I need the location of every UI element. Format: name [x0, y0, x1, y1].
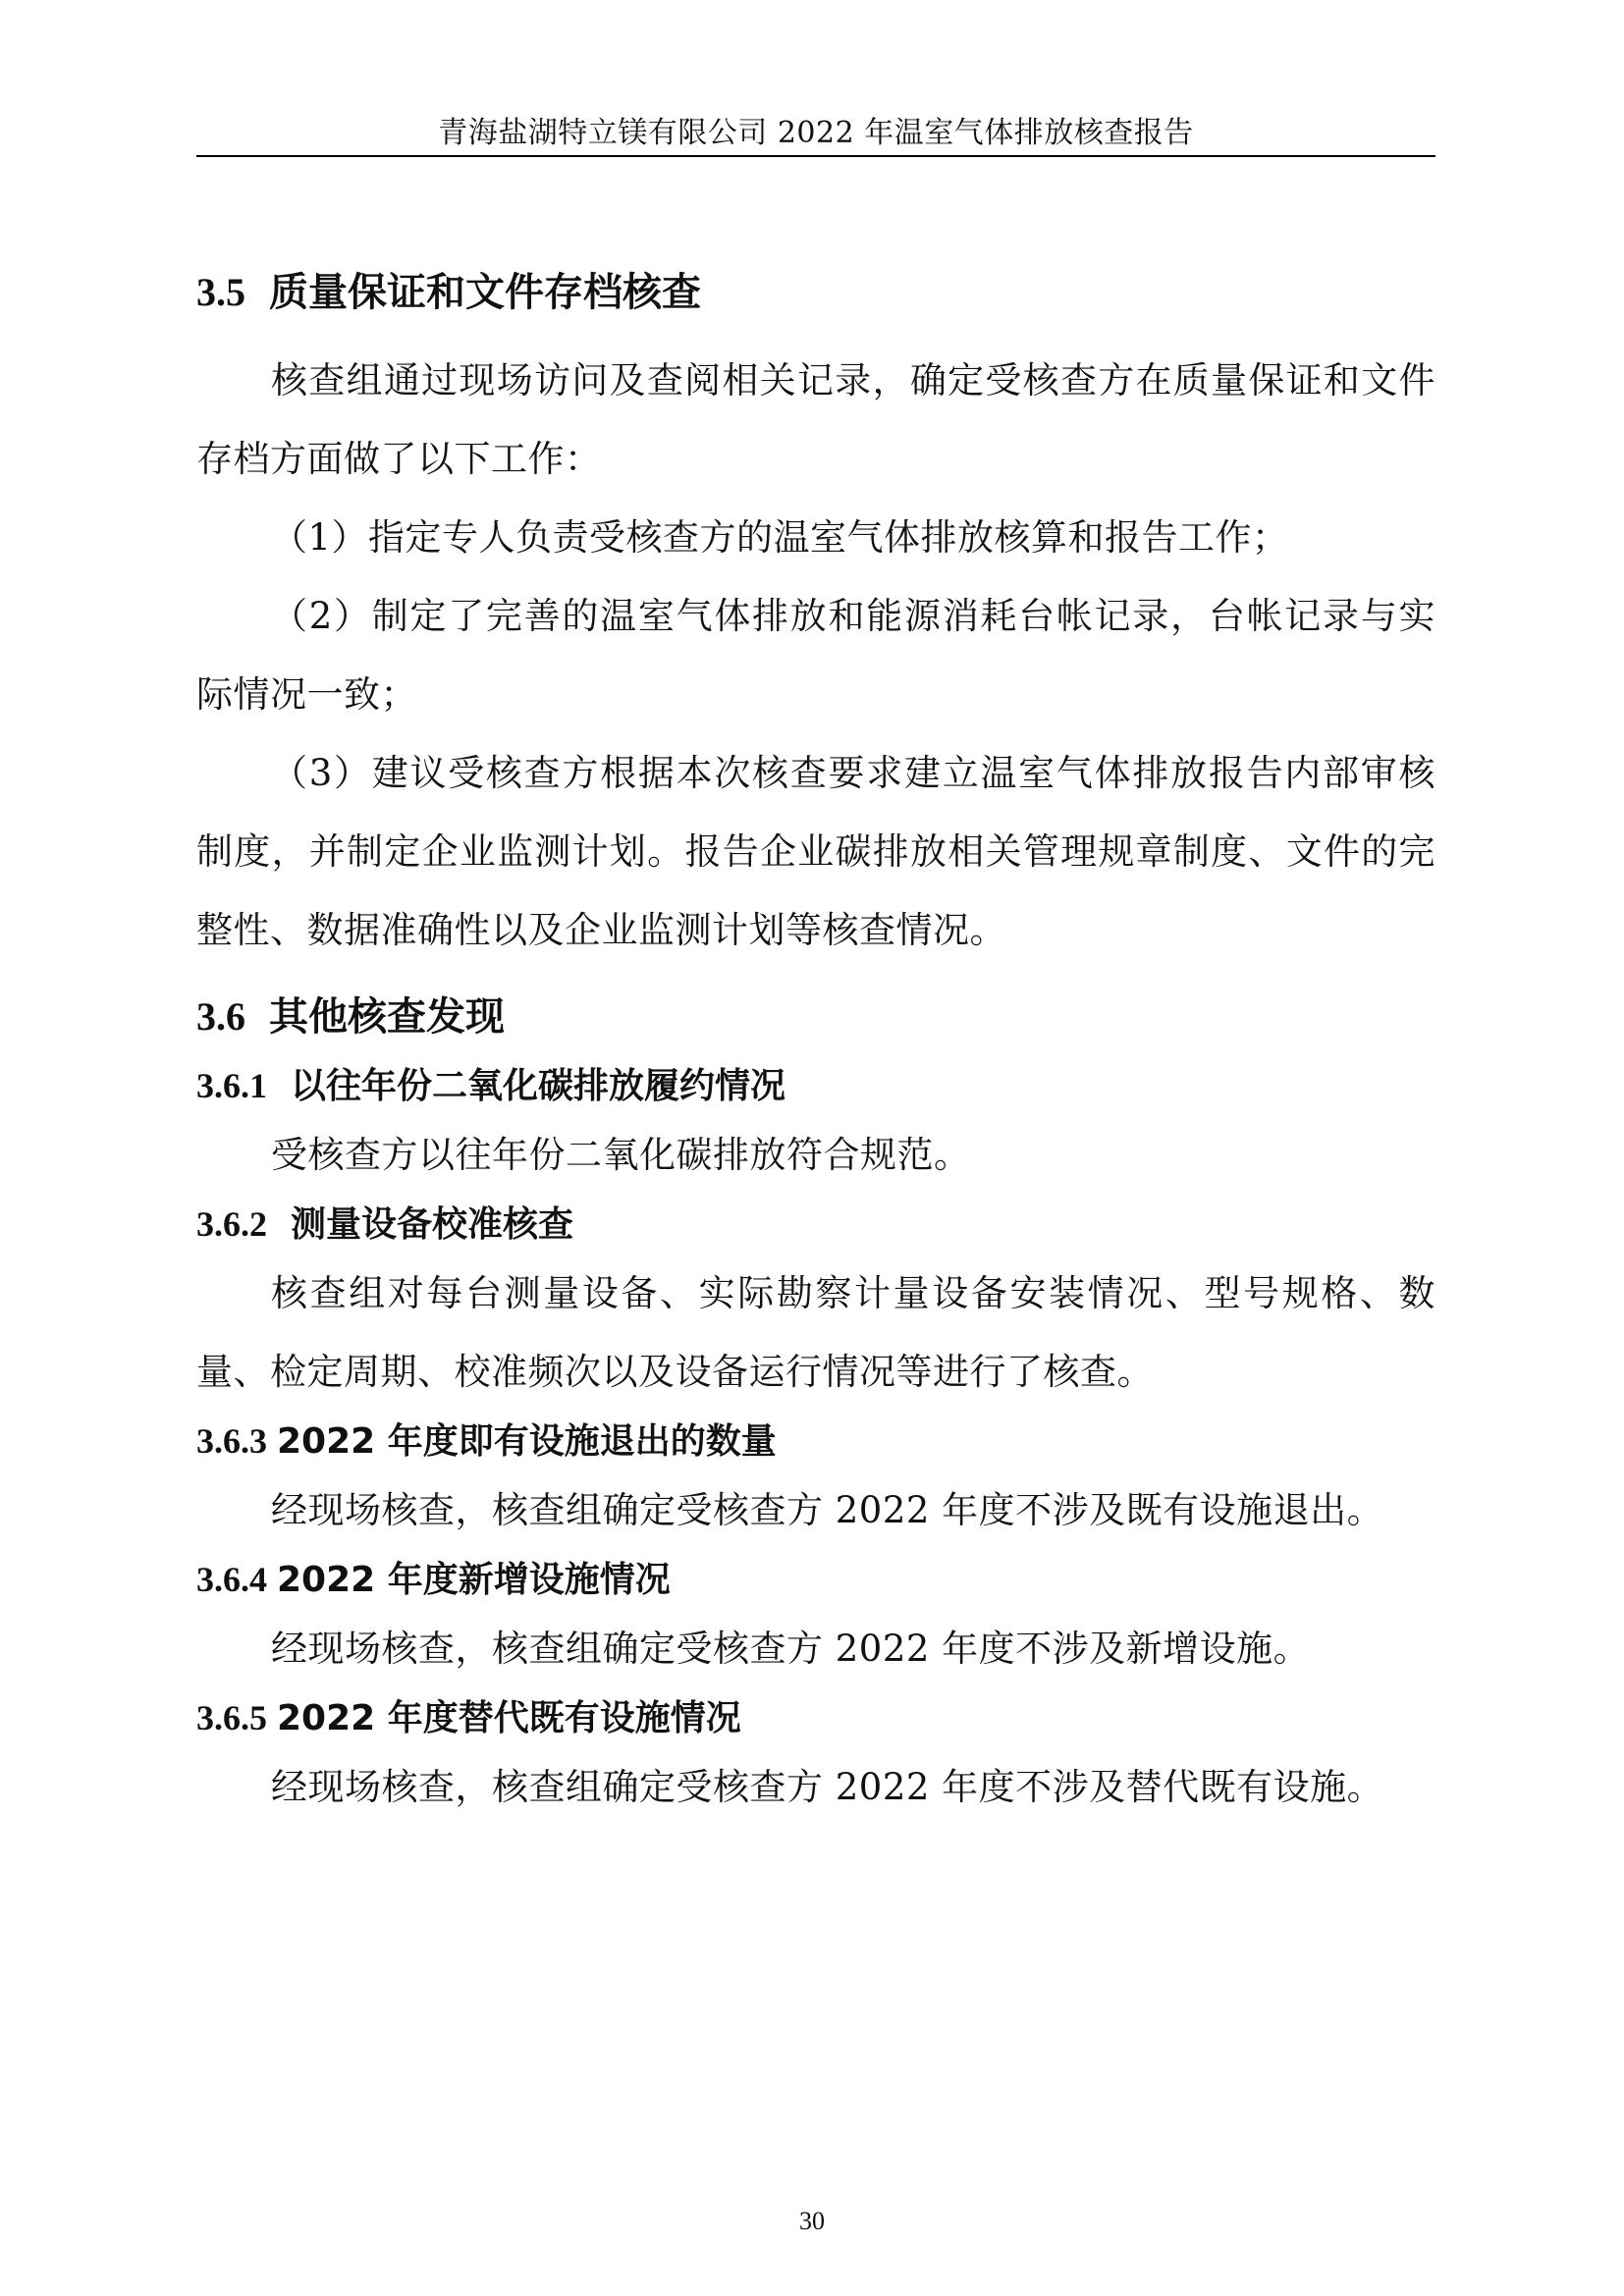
subsection-title: 测量设备校准核查 — [291, 1204, 574, 1245]
running-header: 青海盐湖特立镁有限公司 2022 年温室气体排放核查报告 — [438, 116, 1194, 150]
subsection-title: 2022 年度即有设施退出的数量 — [277, 1421, 777, 1462]
list-item-3: （3）建议受核查方根据本次核查要求建立温室气体排放报告内部审核制度，并制定企业监测计划。报告企业碳排放相关管理规章制度、文件的完整性、数据准确性以及企业监测计划等核查情况。 — [196, 752, 1435, 951]
subsection-title: 2022 年度新增设施情况 — [277, 1560, 671, 1600]
paragraph-intro: 核查组通过现场访问及查阅相关记录，确定受核查方在质量保证和文件存档方面做了以下工作： — [196, 359, 1435, 480]
section-number: 3.6 — [196, 994, 245, 1039]
list-item-2: （2）制定了完善的温室气体排放和能源消耗台帐记录，台帐记录与实际情况一致； — [196, 595, 1435, 716]
subsection-number: 3.6.2 — [196, 1204, 267, 1244]
section-title: 质量保证和文件存档核查 — [269, 270, 701, 315]
paragraph-3-6-1: 受核查方以往年份二氧化碳排放符合规范。 — [271, 1134, 971, 1176]
subsection-number: 3.6.3 — [196, 1421, 267, 1461]
subsection-heading-3-6-1 — [196, 1056, 1435, 1116]
paragraph-3-6-2: 核查组对每台测量设备、实际勘察计量设备安装情况、型号规格、数量、检定周期、校准频次以及设备运行情况等进行了核查。 — [196, 1272, 1435, 1393]
paragraph-3-6-5: 经现场核查，核查组确定受核查方 2022 年度不涉及替代既有设施。 — [271, 1766, 1384, 1808]
section-title: 其他核查发现 — [269, 994, 505, 1040]
subsection-number: 3.6.4 — [196, 1560, 267, 1599]
list-item-1: （1）指定专人负责受核查方的温室气体排放核算和报告工作； — [271, 516, 1289, 559]
section-heading-3-5 — [196, 257, 1435, 328]
page-number: 30 — [799, 2207, 825, 2235]
paragraph-3-6-3: 经现场核查，核查组确定受核查方 2022 年度不涉及既有设施退出。 — [271, 1489, 1384, 1531]
paragraph-3-6-4: 经现场核查，核查组确定受核查方 2022 年度不涉及新增设施。 — [271, 1628, 1311, 1670]
subsection-title: 以往年份二氧化碳排放履约情况 — [291, 1066, 786, 1106]
header-rule — [196, 155, 1435, 157]
subsection-heading-3-6-4 — [196, 1550, 1435, 1610]
subsection-number: 3.6.5 — [196, 1698, 267, 1737]
page-content — [196, 257, 1435, 1827]
section-heading-3-6 — [196, 982, 1435, 1052]
section-number: 3.5 — [196, 270, 245, 314]
subsection-heading-3-6-2 — [196, 1195, 1435, 1255]
subsection-number: 3.6.1 — [196, 1066, 267, 1105]
subsection-heading-3-6-5 — [196, 1688, 1435, 1748]
subsection-title: 2022 年度替代既有设施情况 — [277, 1698, 741, 1738]
subsection-heading-3-6-3 — [196, 1412, 1435, 1471]
